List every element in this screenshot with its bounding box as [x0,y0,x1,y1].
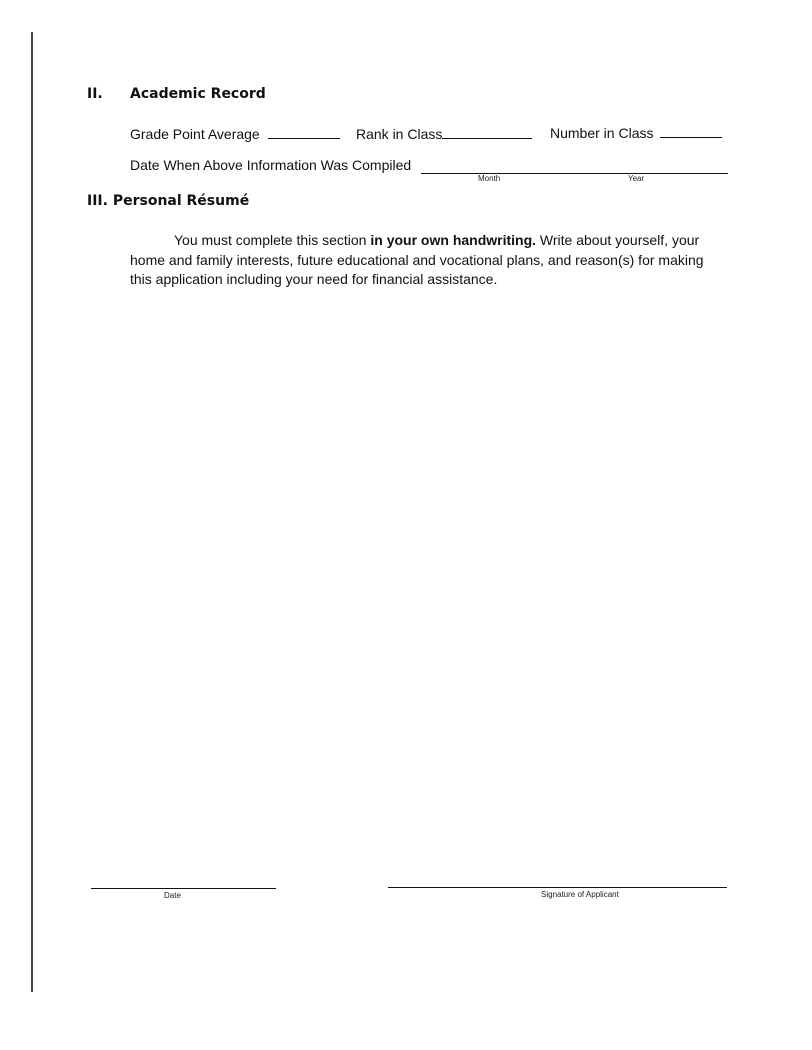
number-label: Number in Class [550,125,654,141]
compiled-date-line[interactable] [421,173,728,174]
section-2-title: Academic Record [130,86,266,102]
instructions-line-2: home and family interests, future educational and vocational plans, and reason(s) for making [130,251,704,268]
resume-instructions [130,231,724,290]
rank-blank[interactable] [442,124,532,139]
date-line[interactable] [91,888,276,889]
scan-edge-line [31,32,33,992]
year-caption: Year [628,174,645,183]
handwriting-area[interactable] [130,300,728,870]
gpa-label: Grade Point Average [130,126,260,142]
section-3-number: III. [87,193,108,209]
date-caption: Date [164,891,181,900]
compiled-label: Date When Above Information Was Compiled [130,157,412,173]
gpa-blank[interactable] [268,124,340,139]
section-3-heading [87,193,249,209]
instructions-line-3: this application including your need for financial assistance. [130,271,498,287]
number-field-group [550,123,722,141]
gpa-field-group [130,124,340,142]
handwriting-emphasis: in your own handwriting. [370,232,537,248]
section-3-title: Personal Résumé [112,193,250,209]
rank-label: Rank in Class [356,126,443,142]
rank-field-group [356,124,532,142]
instructions-line-1: You must complete this section in your own handwriting. Write about yourself, your [174,232,700,248]
number-blank[interactable] [660,123,722,138]
month-caption: Month [478,174,501,183]
signature-caption: Signature of Applicant [541,890,619,899]
section-2-number: II. [87,86,103,102]
signature-line[interactable] [388,887,727,888]
